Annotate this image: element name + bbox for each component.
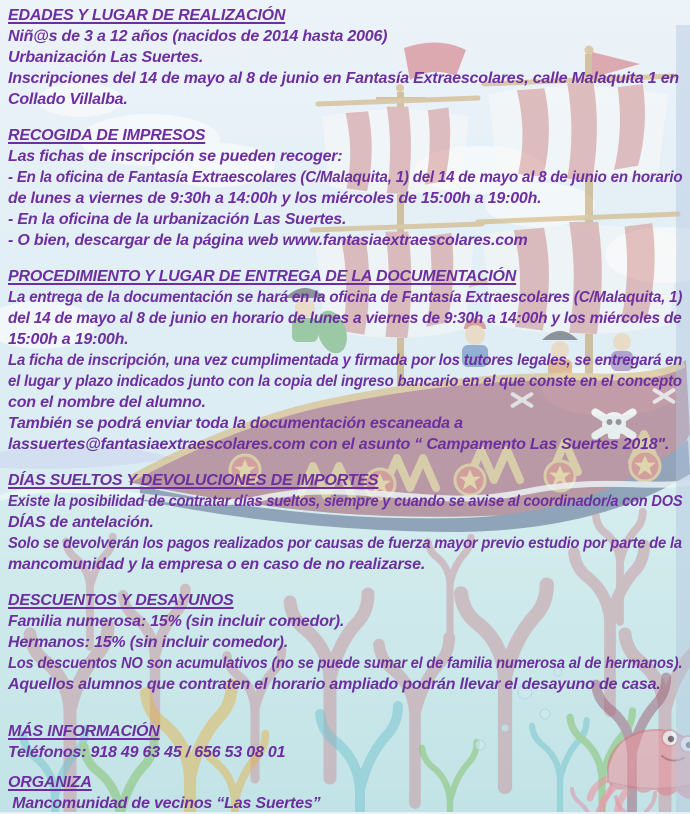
text-line: 15:00h a 19:00h. <box>8 331 129 348</box>
section-heading: PROCEDIMIENTO Y LUGAR DE ENTREGA DE LA DOCUMENTACIÓN <box>8 268 517 285</box>
text-line: Familia numerosa: 15% (sin incluir comedor). <box>8 613 345 630</box>
section-heading: ORGANIZA <box>8 774 92 791</box>
text-line: Niñ@s de 3 a 12 años (nacidos de 2014 hasta 2006) <box>8 28 388 45</box>
text-line: Los descuentos NO son acumulativos (no se puede sumar el de familia numerosa al de hermanos). <box>8 655 683 672</box>
document-section <box>8 590 682 695</box>
text-line: lassuertes@fantasiaextraescolares.com con el asunto “ Campamento Las Suertes 2018". <box>8 436 670 453</box>
text-line: Aquellos alumnos que contraten el horario ampliado podrán llevar el desayuno de casa. <box>8 676 661 693</box>
text-line: del 14 de mayo al 8 de junio en horario de lunes a viernes de 9:30h a 14:00h y los miércoles de <box>8 310 682 327</box>
text-line: Urbanización Las Suertes. <box>8 49 204 66</box>
text-line: También se podrá enviar toda la documentación escaneada a <box>8 415 463 432</box>
document-section <box>8 125 682 251</box>
section-heading: DÍAS SUELTOS Y DEVOLUCIONES DE IMPORTES <box>8 472 379 489</box>
section-heading: MÁS INFORMACIÓN <box>8 723 160 740</box>
text-line: Existe la posibilidad de contratar días sueltos, siempre y cuando se avise al coordinador/a con DOS <box>8 493 683 510</box>
document-section <box>8 721 682 763</box>
text-line: de lunes a viernes de 9:30h a 14:00h y los miércoles de 15:00h a 19:00h. <box>8 190 542 207</box>
text-line: - En la oficina de Fantasía Extraescolares (C/Malaquita, 1) del 14 de mayo al 8 de junio en horario <box>8 169 683 186</box>
section-heading: RECOGIDA DE IMPRESOS <box>8 127 206 144</box>
text-line: Inscripciones del 14 de mayo al 8 de junio en Fantasía Extraescolares, calle Malaquita 1 en <box>8 70 679 87</box>
document-section <box>8 470 682 575</box>
text-line: La ficha de inscripción, una vez cumplimentada y firmada por los tutores legales, se entregará en <box>8 352 683 369</box>
text-line: Hermanos: 15% (sin incluir comedor). <box>8 634 288 651</box>
text-line: - O bien, descargar de la página web www.fantasiaextraescolares.com <box>8 232 528 249</box>
text-line: Mancomunidad de vecinos “Las Suertes” <box>8 795 321 812</box>
text-line: el lugar y plazo indicados junto con la copia del ingreso bancario en el que conste en el concepto <box>8 373 682 390</box>
text-line: Teléfonos: 918 49 63 45 / 656 53 08 01 <box>8 744 286 761</box>
document-section <box>8 772 682 814</box>
text-line: - En la oficina de la urbanización Las Suertes. <box>8 211 347 228</box>
text-line: mancomunidad y la empresa o en caso de no realizarse. <box>8 556 426 573</box>
document-section <box>8 266 682 455</box>
section-heading: EDADES Y LUGAR DE REALIZACIÓN <box>8 7 286 24</box>
text-line: La entrega de la documentación se hará en la oficina de Fantasía Extraescolares (C/Malaquita, 1) <box>8 289 683 306</box>
text-line: Solo se devolverán los pagos realizados por causas de fuerza mayor previo estudio por parte de la <box>8 535 682 552</box>
section-heading: DESCUENTOS Y DESAYUNOS <box>8 592 234 609</box>
text-line: con el nombre del alumno. <box>8 394 206 411</box>
text-line: DÍAS de antelación. <box>8 514 154 531</box>
text-line: Collado Villalba. <box>8 91 128 108</box>
text-line: Las fichas de inscripción se pueden recoger: <box>8 148 343 165</box>
document-section <box>8 5 682 110</box>
